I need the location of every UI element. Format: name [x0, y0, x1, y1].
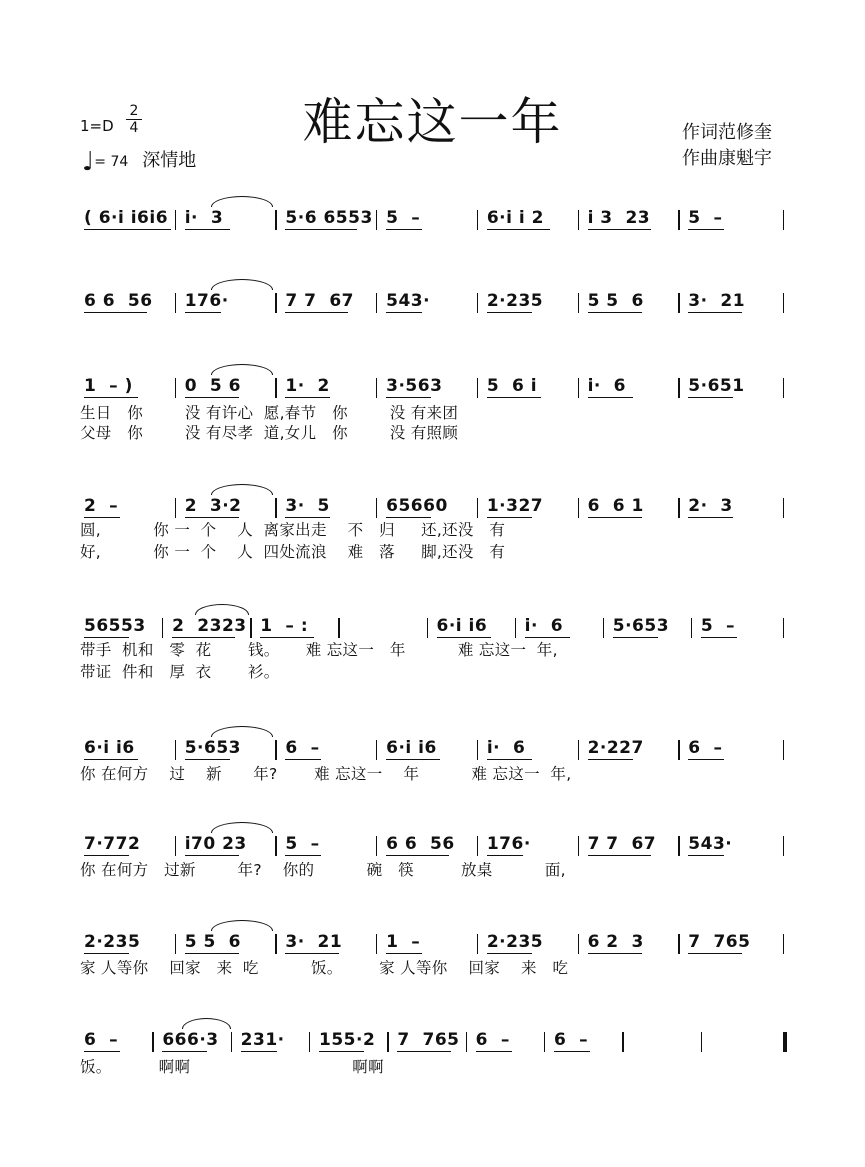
lyric-line: 生日 你 没 有许心 愿,春节 你 没 有来团	[80, 404, 459, 422]
beam-line	[84, 397, 138, 398]
beam-line	[386, 953, 422, 954]
beam-line	[185, 953, 239, 954]
bar-line	[603, 618, 604, 638]
measure: 6 –	[475, 1030, 510, 1050]
bar-line	[578, 934, 579, 954]
music-line	[80, 370, 785, 400]
beam-line	[588, 759, 633, 760]
bar-line	[376, 210, 377, 230]
bar-line	[578, 836, 579, 856]
song-title: 难忘这一年	[302, 93, 563, 151]
lyric-line: 饭。 啊啊 啊啊	[80, 1058, 384, 1076]
bar-line	[477, 210, 478, 230]
beam-line	[285, 759, 321, 760]
beam-line	[285, 855, 321, 856]
bar-line	[175, 740, 176, 760]
lyric-line: 你 在何方 过新 年? 你的 碗 筷 放桌 面,	[80, 861, 566, 879]
beam-line	[386, 759, 440, 760]
measure: 6 –	[688, 738, 723, 758]
beam-line	[84, 855, 129, 856]
bar-line	[275, 498, 276, 518]
beam-line	[476, 1051, 512, 1052]
bar-line	[162, 618, 163, 638]
music-line	[80, 1024, 785, 1054]
measure: ( 6·i i6i6	[84, 208, 169, 228]
bar-line	[678, 378, 679, 398]
beam-line	[386, 855, 449, 856]
lyric-line: 带证 件和 厚 衣 衫。	[80, 663, 280, 681]
measure: 2· 3	[688, 496, 733, 516]
slur-mark	[211, 822, 273, 833]
measure: 6·i i 2	[486, 208, 544, 228]
quarter-note-icon: ♩	[82, 147, 95, 177]
beam-line	[185, 397, 239, 398]
beam-line	[688, 229, 724, 230]
measure: 2·227	[587, 738, 644, 758]
lyric-line: 你 在何方 过 新 年? 难 忘这一 年 难 忘这一 年,	[80, 765, 572, 783]
bar-line	[309, 1032, 310, 1052]
beam-line	[487, 953, 532, 954]
measure: 56553	[84, 616, 146, 636]
bar-line	[701, 1032, 702, 1052]
bar-line	[275, 934, 276, 954]
measure: 2 –	[84, 496, 119, 516]
measure: 2·235	[486, 932, 544, 952]
measure: 5·6 6553	[285, 208, 373, 228]
music-line	[80, 202, 785, 232]
bar-line	[376, 934, 377, 954]
beam-line	[487, 855, 523, 856]
measure: 1· 2	[285, 376, 330, 396]
bar-line	[477, 378, 478, 398]
music-line	[80, 926, 785, 956]
end-bar-line	[783, 210, 784, 230]
meter-bottom: 4	[129, 120, 139, 136]
bar-line	[376, 293, 377, 313]
bar-line	[427, 618, 428, 638]
slur-mark	[211, 726, 273, 737]
measure: 1 – :	[260, 616, 309, 636]
measure: 176·	[486, 834, 531, 854]
measure: 5 –	[285, 834, 320, 854]
composer-credit: 作曲康魁宇	[682, 148, 772, 169]
measure: 5 –	[386, 208, 421, 228]
measure: 5·651	[688, 376, 745, 396]
beam-line	[285, 312, 348, 313]
bar-line	[578, 293, 579, 313]
beam-line	[688, 953, 742, 954]
measure: 2 3·2	[184, 496, 242, 516]
beam-line	[588, 855, 651, 856]
beam-line	[688, 759, 724, 760]
measure: 7 7 67	[285, 291, 354, 311]
bar-line	[376, 498, 377, 518]
bar-line	[678, 934, 679, 954]
measure: 543·	[386, 291, 431, 311]
lyricist-credit: 作词范修奎	[682, 122, 772, 143]
measure: 6 –	[285, 738, 320, 758]
measure: 6 2 3	[587, 932, 644, 952]
beam-line	[84, 312, 147, 313]
bar-line	[175, 498, 176, 518]
music-line	[80, 285, 785, 315]
measure: 155·2	[319, 1030, 376, 1050]
bar-line	[477, 740, 478, 760]
beam-line	[487, 397, 541, 398]
bar-line	[578, 210, 579, 230]
slur-mark	[211, 364, 273, 375]
beam-line	[84, 1051, 120, 1052]
slur-mark	[211, 279, 273, 290]
beam-line	[487, 312, 532, 313]
slur-mark	[211, 484, 273, 495]
lyric-line: 带手 机和 零 花 钱。 难 忘这一 年 难 忘这一 年,	[80, 641, 558, 659]
bar-line	[175, 378, 176, 398]
end-bar-line	[783, 934, 784, 954]
measure: 6 6 56	[84, 291, 153, 311]
slur-mark	[211, 196, 273, 207]
measure: 5·653	[184, 738, 241, 758]
beam-line	[84, 759, 138, 760]
bar-line	[275, 293, 276, 313]
bar-line	[250, 618, 251, 638]
bar-line	[175, 934, 176, 954]
bar-line	[275, 378, 276, 398]
beam-line	[386, 312, 422, 313]
slur-mark	[195, 604, 250, 615]
beam-line	[397, 1051, 451, 1052]
beam-line	[688, 312, 742, 313]
bar-line	[466, 1032, 467, 1052]
beam-line	[285, 953, 339, 954]
measure: 2·235	[486, 291, 544, 311]
beam-line	[554, 1051, 590, 1052]
music-line	[80, 732, 785, 762]
measure: 6·i i6	[386, 738, 437, 758]
measure: i· 6	[486, 738, 526, 758]
time-signature	[126, 104, 142, 135]
measure: 7 765	[397, 1030, 460, 1050]
bar-line	[175, 836, 176, 856]
measure: 5 –	[688, 208, 723, 228]
beam-line	[84, 953, 129, 954]
measure: 5 5 6	[587, 291, 644, 311]
beam-line	[487, 229, 550, 230]
beam-line	[185, 312, 221, 313]
bar-line	[578, 378, 579, 398]
key-signature: 1=D	[80, 117, 114, 135]
measure: i· 6	[587, 376, 627, 396]
end-bar-line	[783, 498, 784, 518]
measure: 5 5 6	[184, 932, 241, 952]
measure: 6 6 56	[386, 834, 455, 854]
end-bar-line	[783, 378, 784, 398]
bar-line	[691, 618, 692, 638]
measure: 5 6 i	[486, 376, 538, 396]
measure: 2·235	[84, 932, 141, 952]
music-line	[80, 828, 785, 858]
measure: 6·i i6	[436, 616, 488, 636]
beam-line	[185, 759, 230, 760]
measure: 3· 5	[285, 496, 330, 516]
beam-line	[162, 1051, 207, 1052]
bar-line	[678, 210, 679, 230]
bar-line	[376, 378, 377, 398]
bar-line	[544, 1032, 545, 1052]
measure: i 3 23	[587, 208, 651, 228]
lyric-line: 家 人等你 回家 来 吃 饭。 家 人等你 回家 来 吃	[80, 959, 569, 977]
measure: 7 765	[688, 932, 751, 952]
bar-line	[338, 618, 339, 638]
beam-line	[386, 229, 422, 230]
music-line	[80, 490, 785, 520]
beam-line	[285, 397, 330, 398]
measure: 666·3	[162, 1030, 219, 1050]
beam-line	[688, 397, 733, 398]
beam-line	[84, 229, 171, 230]
beam-line	[285, 229, 357, 230]
beam-line	[588, 312, 642, 313]
measure: 0 5 6	[184, 376, 241, 396]
measure: 543·	[688, 834, 733, 854]
bar-line	[175, 210, 176, 230]
measure: 176·	[184, 291, 229, 311]
beam-line	[688, 855, 724, 856]
bar-line	[477, 934, 478, 954]
bar-line	[515, 618, 516, 638]
bar-line	[376, 836, 377, 856]
bar-line	[231, 1032, 232, 1052]
measure: 5 –	[700, 616, 736, 636]
bar-line	[275, 740, 276, 760]
beam-line	[241, 1051, 277, 1052]
expression-mark: 深情地	[142, 150, 197, 171]
end-bar-line	[783, 836, 784, 856]
measure: i· 3	[184, 208, 224, 228]
lyric-line: 圆, 你 一 个 人 离家出走 不 归 还,还没 有	[80, 521, 506, 539]
bar-line	[578, 740, 579, 760]
measure: 3·563	[386, 376, 443, 396]
measure: i70 23	[184, 834, 247, 854]
lyric-line: 父母 你 没 有尽孝 道,女儿 你 没 有照顾	[80, 424, 459, 442]
bar-line	[376, 740, 377, 760]
slur-mark	[211, 920, 273, 931]
measure: 6 –	[84, 1030, 119, 1050]
lyric-line: 好, 你 一 个 人 四处流浪 难 落 脚,还没 有	[80, 543, 506, 561]
bar-line	[678, 740, 679, 760]
measure: 3· 21	[688, 291, 746, 311]
bar-line	[678, 293, 679, 313]
beam-line	[588, 953, 642, 954]
measure: 6 –	[554, 1030, 589, 1050]
end-bar-line	[783, 740, 784, 760]
bar-line	[578, 498, 579, 518]
measure: 6·i i6	[84, 738, 135, 758]
beam-line	[185, 855, 239, 856]
measure: 1 – )	[84, 376, 133, 396]
bar-line	[387, 1032, 388, 1052]
measure: 2 2323	[172, 616, 247, 636]
measure: i· 6	[524, 616, 564, 636]
beam-line	[386, 397, 431, 398]
measure: 65660	[386, 496, 448, 516]
tempo-marking	[82, 146, 196, 177]
measure: 6 6 1	[587, 496, 644, 516]
bar-line	[477, 836, 478, 856]
bar-line	[477, 293, 478, 313]
bar-line	[477, 498, 478, 518]
bar-line	[678, 836, 679, 856]
beam-line	[588, 397, 633, 398]
measure: 3· 21	[285, 932, 343, 952]
slur-mark	[182, 1018, 231, 1029]
measure: 1·327	[486, 496, 544, 516]
bar-line	[275, 210, 276, 230]
end-bar-line	[783, 618, 784, 638]
measure: 5·653	[612, 616, 670, 636]
bar-line	[152, 1032, 153, 1052]
measure: 231·	[240, 1030, 285, 1050]
measure: 1 –	[386, 932, 421, 952]
measure: 7·772	[84, 834, 141, 854]
beam-line	[319, 1051, 364, 1052]
tempo-value: = 74	[94, 154, 129, 170]
bar-line	[678, 498, 679, 518]
end-bar-line	[783, 1032, 787, 1052]
beam-line	[487, 759, 532, 760]
end-bar-line	[783, 293, 784, 313]
bar-line	[275, 836, 276, 856]
music-line	[80, 610, 785, 640]
beam-line	[185, 229, 230, 230]
beam-line	[588, 229, 651, 230]
bar-line	[622, 1032, 623, 1052]
bar-line	[175, 293, 176, 313]
measure: 7 7 67	[587, 834, 657, 854]
meter-top: 2	[129, 103, 139, 119]
